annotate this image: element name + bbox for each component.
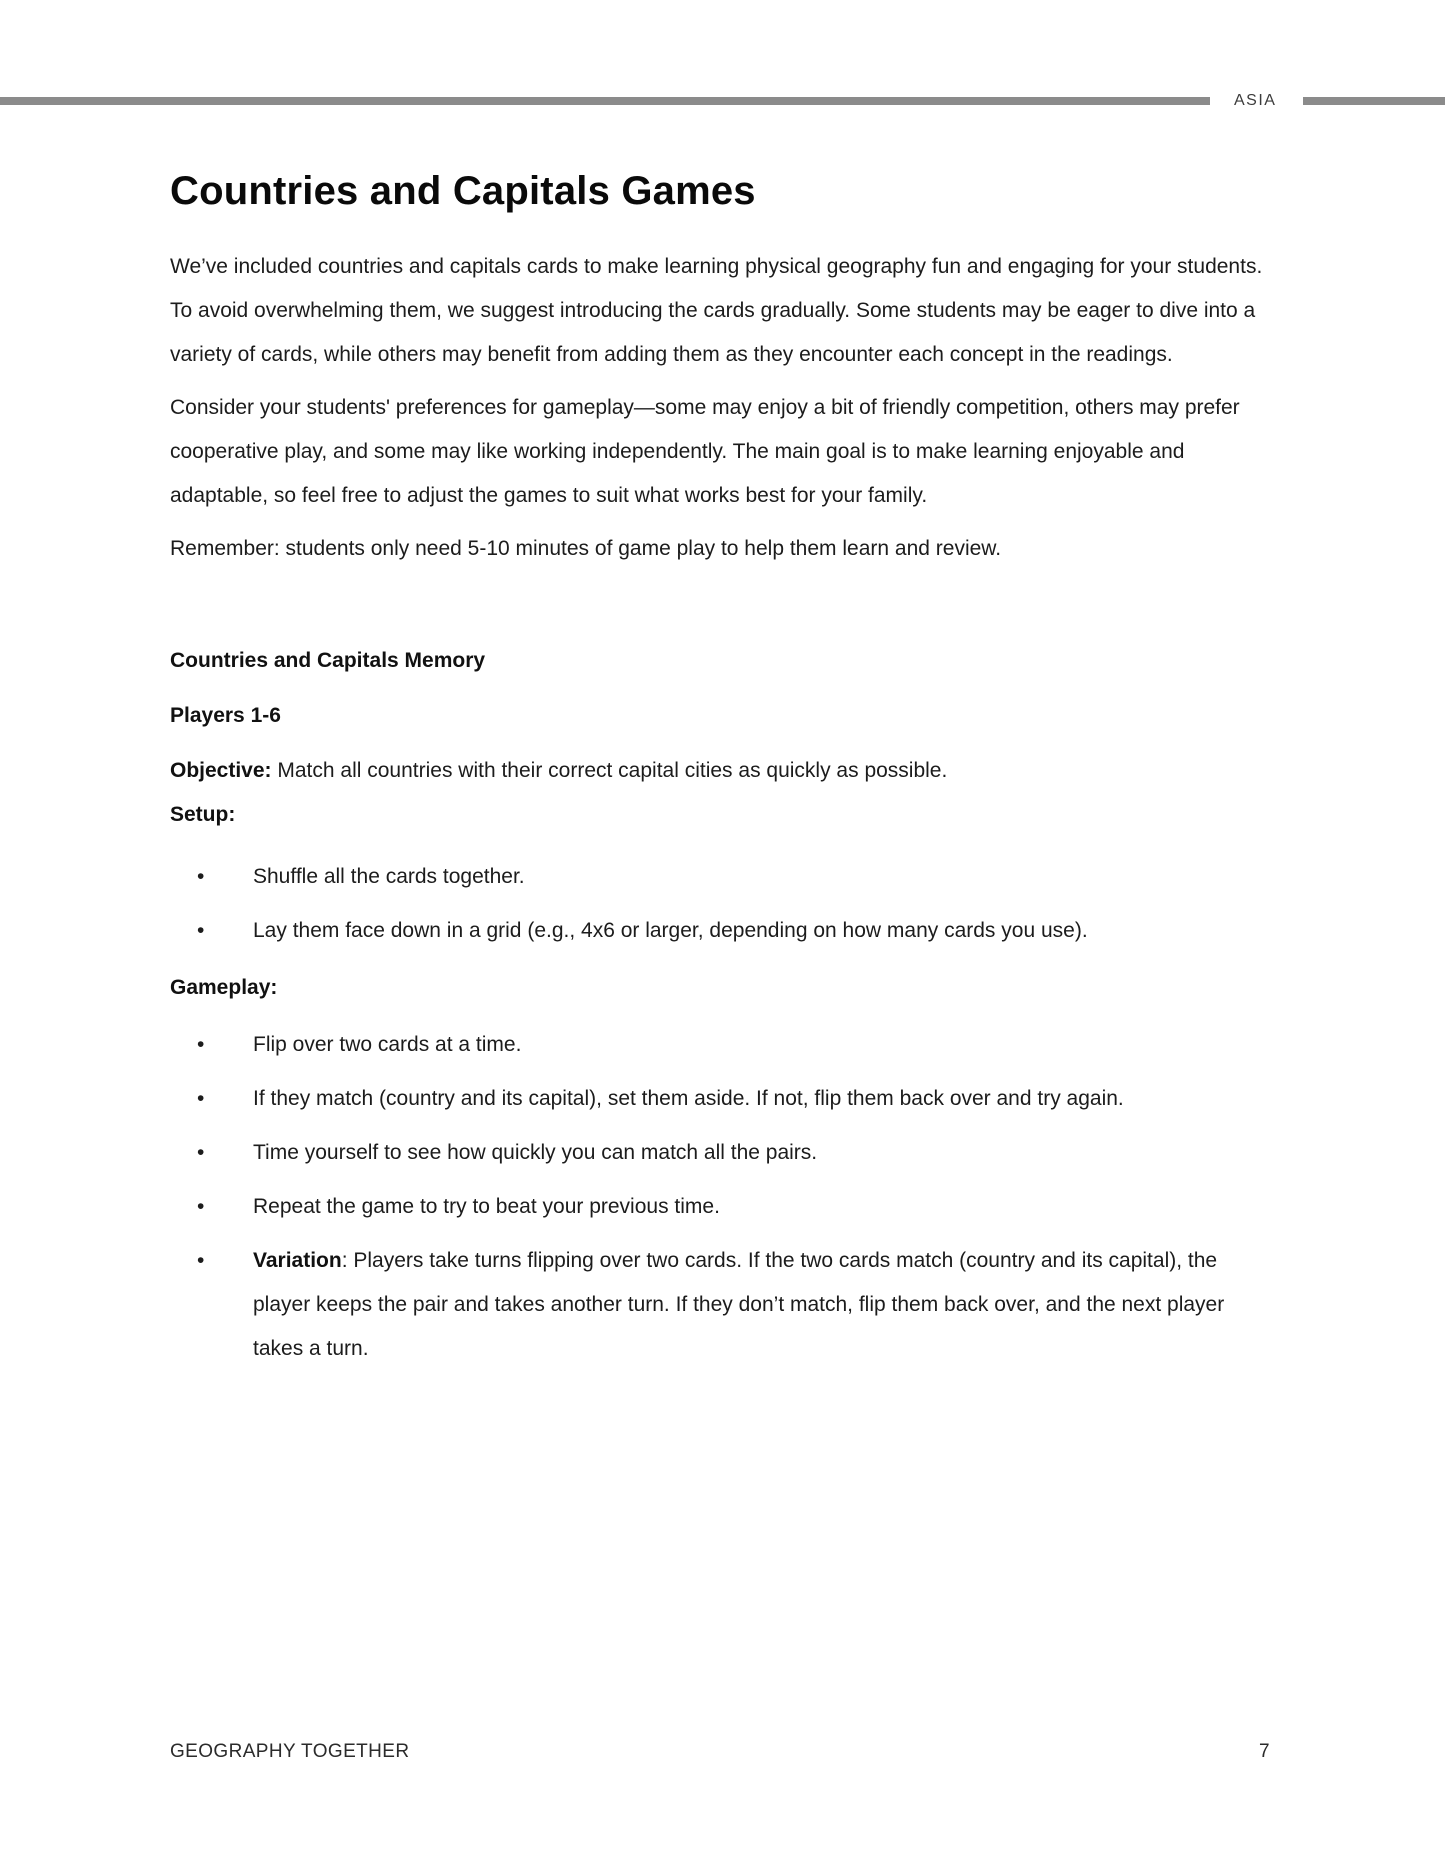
intro-paragraph-3: Remember: students only need 5-10 minutes of game play to help them learn and review. [170, 537, 1002, 560]
intro-paragraph-1: We’ve included countries and capitals cards to make learning physical geography fun and engaging for your students. To avoid overwhelming them, we suggest introducing the cards gradually. Some students may be eager to dive into a variety of cards, while others may benefit from adding them as they encounter each concept in the readings. [170, 255, 1263, 366]
bullet-item: • Flip over two cards at a time. [170, 1023, 1270, 1067]
bullet-item: • Repeat the game to try to beat your previous time. [170, 1185, 1270, 1229]
bullet-item: • Shuffle all the cards together. [170, 855, 1270, 899]
objective-label: Objective: [170, 759, 272, 782]
bullet-item: • If they match (country and its capital), set them aside. If not, flip them back over and try again. [170, 1077, 1270, 1121]
header-section-label: ASIA [1234, 92, 1277, 109]
page-number: 7 [1259, 1741, 1270, 1762]
gameplay-label-line [170, 966, 1270, 1010]
players-line: Players 1-6 [170, 704, 281, 727]
setup-label: Setup: [170, 803, 236, 826]
intro-paragraph-2: Consider your students' preferences for gameplay—some may enjoy a bit of friendly competition, others may prefer cooperative play, and some may like working independently. The main goal is to make learning enjoyable and adaptable, so feel free to adjust the games to suit what works best for your family. [170, 396, 1240, 507]
page-title: Countries and Capitals Games [170, 169, 756, 213]
header-rule-right [1303, 97, 1445, 105]
page-content [170, 0, 1270, 1371]
footer-book-title: GEOGRAPHY TOGETHER [170, 1741, 410, 1762]
setup-bullet-list [170, 855, 1270, 953]
bullet-item: • Variation: Players take turns flipping over two cards. If the two cards match (country and its capital), the player keeps the pair and takes another turn. If they don’t match, flip them back over, and the next player takes a turn. [170, 1239, 1270, 1371]
objective-text: Match all countries with their correct capital cities as quickly as possible. [271, 759, 948, 782]
bullet-bold-label: Variation [253, 1249, 342, 1272]
bullet-item: • Lay them face down in a grid (e.g., 4x6 or larger, depending on how many cards you use). [170, 909, 1270, 953]
memory-game-heading: Countries and Capitals Memory [170, 649, 486, 672]
page-footer [170, 1740, 1270, 1764]
objective-line [170, 749, 1270, 793]
gameplay-label: Gameplay: [170, 976, 278, 999]
setup-label-line [170, 793, 1270, 837]
gameplay-bullet-list [170, 1023, 1270, 1371]
bullet-item: • Time yourself to see how quickly you can match all the pairs. [170, 1131, 1270, 1175]
